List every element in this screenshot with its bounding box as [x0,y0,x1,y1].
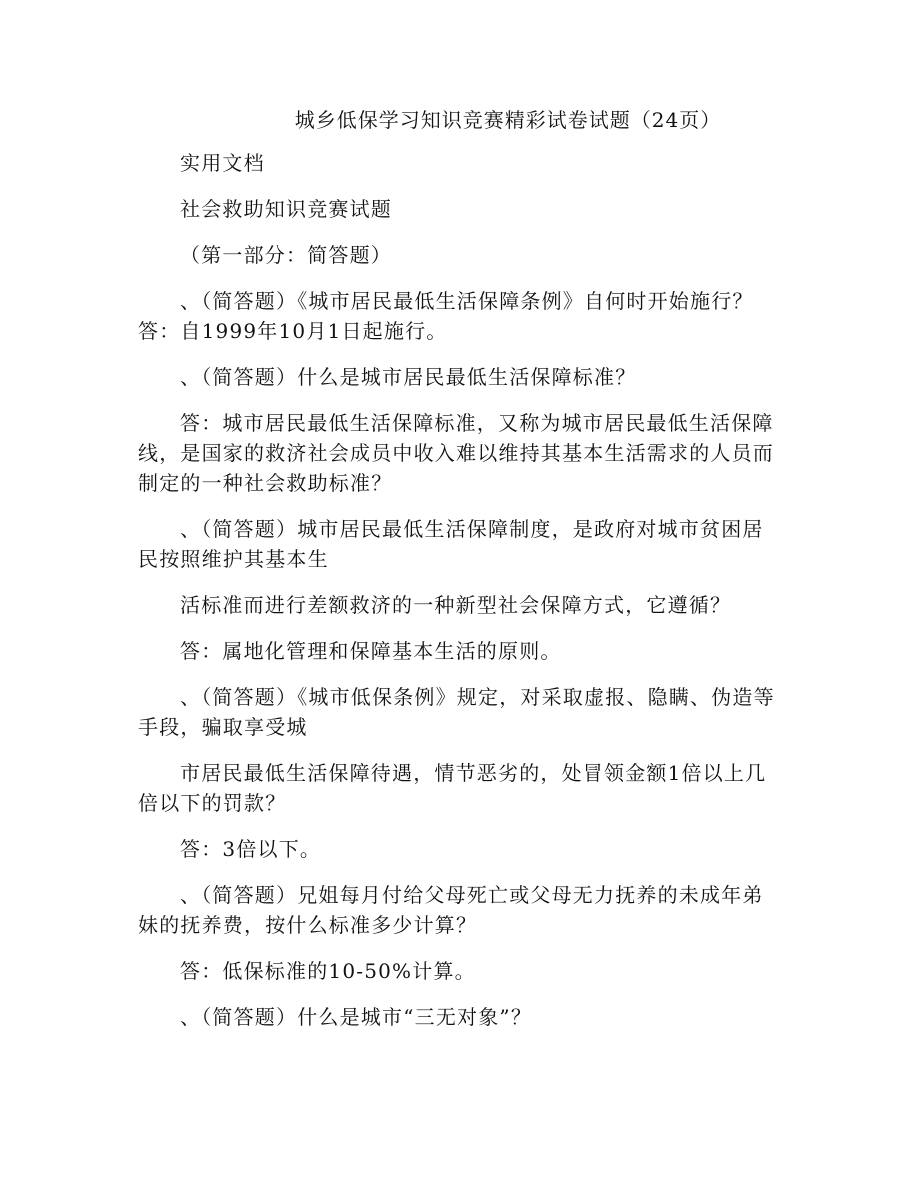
paragraph-header: 实用文档 [180,151,265,175]
question-4-cont: 市居民最低生活保障待遇，情节恶劣的，处冒领金额1倍以上几倍以下的罚款？ [138,761,767,815]
paragraph-section: （第一部分：简答题） [180,243,392,267]
question-3: 、（简答题）城市居民最低生活保障制度，是政府对城市贫困居民按照维护其基本生 [138,517,764,571]
answer-2: 答：城市居民最低生活保障标准，又称为城市居民最低生活保障线，是国家的救济社会成员中收入难以维持其基本生活需求的人员而制定的一种社会救助标准？ [138,411,774,495]
question-6: 、（简答题）什么是城市“三无对象”？ [180,1005,533,1029]
question-2: 、（简答题）什么是城市居民最低生活保障标准？ [180,365,637,389]
question-5: 、（简答题）兄姐每月付给父母死亡或父母无力抚养的未成年弟妹的抚养费，按什么标准多少计算？ [138,883,764,937]
paragraph-subtitle: 社会救助知识竞赛试题 [180,197,392,221]
answer-4: 答：3倍以下。 [180,837,322,861]
answer-3: 答：属地化管理和保障基本生活的原则。 [180,639,562,663]
document-title: 城乡低保学习知识竞赛精彩试卷试题（24页） [294,108,722,132]
answer-5: 答：低保标准的10-50%计算。 [180,959,476,983]
document-body [138,148,780,1048]
question-3-cont: 活标准而进行差额救济的一种新型社会保障方式，它遵循？ [180,593,732,617]
question-1: 、（简答题）《城市居民最低生活保障条例》自何时开始施行？答：自1999年10月1日起施行。 [138,289,754,343]
question-4: 、（简答题）《城市低保条例》规定，对采取虚报、隐瞒、伪造等手段，骗取享受城 [138,685,775,739]
